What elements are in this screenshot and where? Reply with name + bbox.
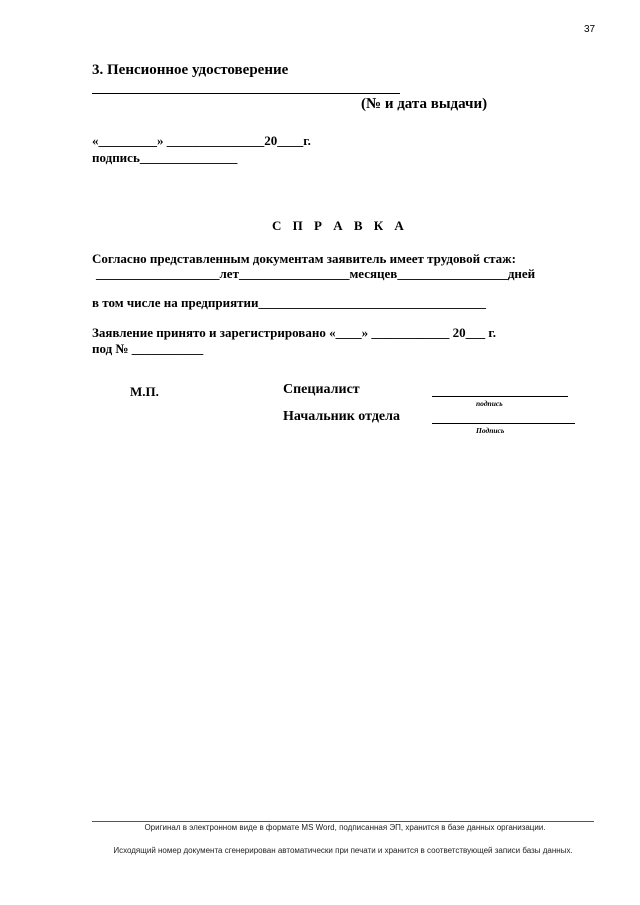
enterprise-line: в том числе на предприятии___________________________________ bbox=[92, 295, 486, 310]
issue-number-line bbox=[92, 93, 400, 94]
signature-line: подпись_______________ bbox=[92, 150, 238, 165]
head-of-department-label: Начальник отдела bbox=[283, 409, 400, 424]
footer-original-note: Оригинал в электронном виде в формате MS Word, подписанная ЭП, хранится в базе данных организации. bbox=[144, 823, 546, 832]
footer-outgoing-number-note: Исходящий номер документа сгенерирован автоматически при печати и хранится в соответствующей записи базы данных. bbox=[113, 846, 573, 855]
stamp-label: М.П. bbox=[130, 384, 159, 399]
registration-number-line: под № ___________ bbox=[92, 341, 204, 356]
section-title: 3. Пенсионное удостоверение bbox=[92, 62, 289, 78]
footer-divider bbox=[92, 821, 594, 822]
specialist-signature-line bbox=[432, 396, 568, 397]
page-number: 37 bbox=[584, 24, 596, 35]
certificate-heading: С П Р А В К А bbox=[272, 218, 408, 233]
issue-caption: (№ и дата выдачи) bbox=[361, 96, 488, 112]
head-signature-line bbox=[432, 423, 575, 424]
specialist-signature-caption: подпись bbox=[476, 399, 503, 408]
date-line: «_________» _______________20____г. bbox=[92, 133, 311, 148]
experience-line: ___________________лет_________________месяцев_________________дней bbox=[96, 266, 536, 281]
head-signature-caption: Подпись bbox=[476, 426, 505, 435]
experience-intro: Согласно представленным документам заявитель имеет трудовой стаж: bbox=[92, 251, 516, 266]
specialist-label: Специалист bbox=[283, 382, 360, 397]
registration-line: Заявление принято и зарегистрировано «____» ____________ 20___ г. bbox=[92, 325, 497, 340]
